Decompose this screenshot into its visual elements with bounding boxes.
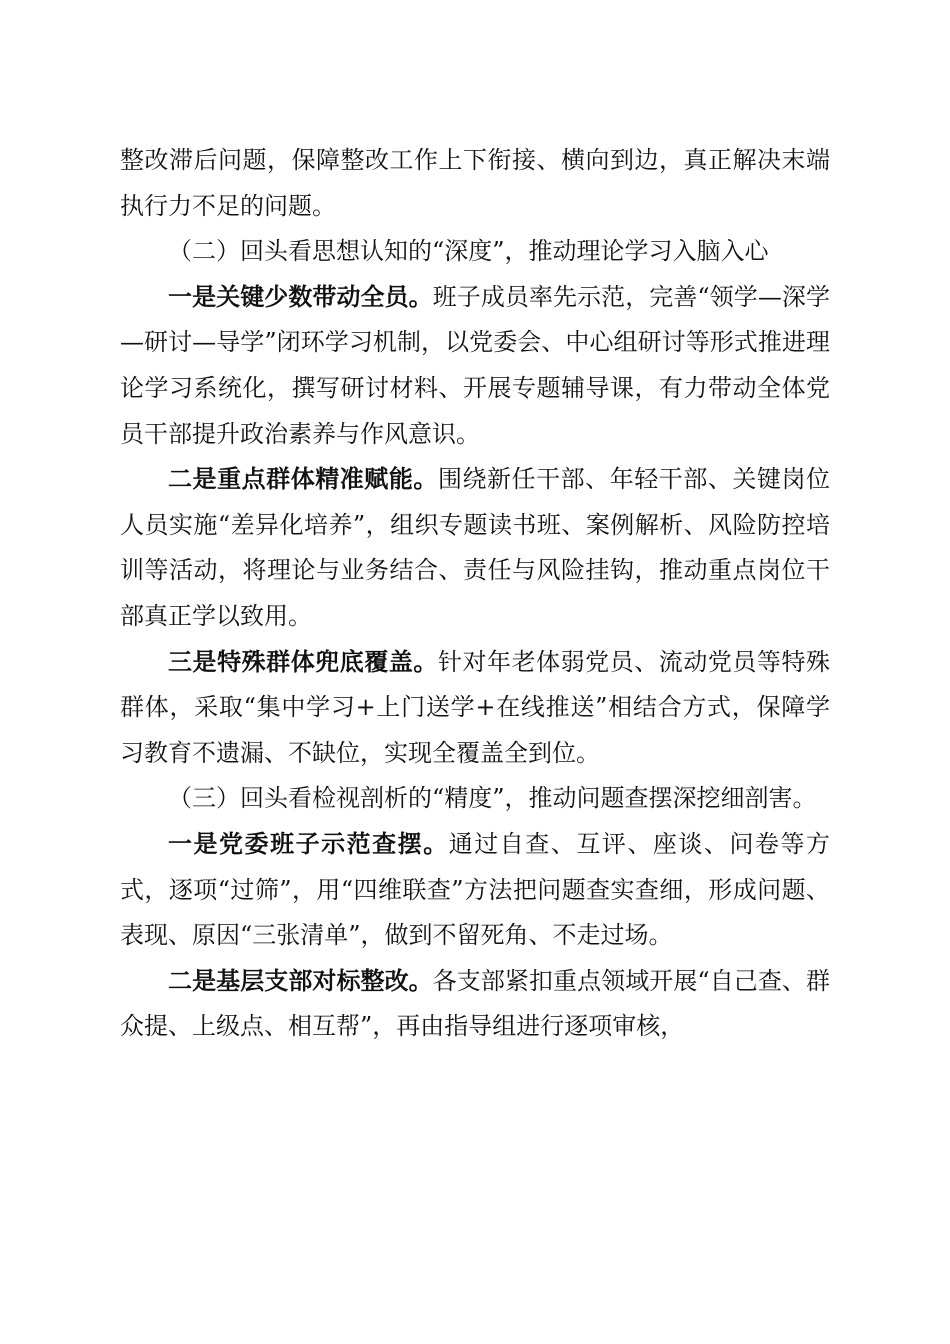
paragraph-text: 围绕新任干部、年轻干部、关键岗位人员实施“差异化培养”，组织专题读书班、案例解析、风险防控培训等活动，将理论与业务结合、责任与风险挂钩，推动重点岗位干部真正学以致用。: [120, 465, 831, 630]
paragraph-text: 针对年老体弱党员、流动党员等特殊群体，采取“集中学习+上门送学+在线推送”相结合方式，保障学习教育不遗漏、不缺位，实现全覆盖全到位。: [120, 647, 831, 767]
document-page: [120, 138, 830, 1050]
body-paragraph-key-minority: [120, 275, 830, 457]
paragraph-lead: 一是党委班子示范查摆。: [168, 829, 449, 858]
heading-text: （三）回头看检视剖析的“精度”，推动问题查摆深挖细剖害。: [168, 784, 817, 813]
paragraph-lead: 二是基层支部对标整改。: [168, 966, 433, 995]
section-heading-2: [120, 229, 830, 275]
paragraph-text: 整改滞后问题，保障整改工作上下衔接、横向到边，真正解决末端执行力不足的问题。: [120, 146, 830, 220]
paragraph-text: 班子成员率先示范，完善“领学—深学—研讨—导学”闭环学习机制，以党委会、中心组研讨等形式推进理论学习系统化，撰写研讨材料、开展专题辅导课，有力带动全体党员干部提升政治素养与作风意识。: [120, 282, 830, 448]
body-paragraph-key-groups: [120, 457, 830, 639]
body-paragraph-party-committee: [120, 822, 830, 959]
paragraph-text: 各支部紧扣重点领域开展“自己查、群众提、上级点、相互帮”，再由指导组进行逐项审核，: [120, 966, 830, 1041]
paragraph-lead: 三是特殊群体兜底覆盖。: [168, 647, 438, 676]
paragraph-text: 通过自查、互评、座谈、问卷等方式，逐项“过筛”，用“四维联查”方法把问题查实查细，形成问题、表现、原因“三张清单”，做到不留死角、不走过场。: [120, 829, 831, 950]
heading-text: （二）回头看思想认知的“深度”，推动理论学习入脑入心: [168, 237, 769, 266]
body-paragraph-special-groups: [120, 640, 830, 777]
paragraph-lead: 二是重点群体精准赋能。: [168, 465, 438, 494]
section-heading-3: [120, 776, 830, 822]
paragraph-lead: 一是关键少数带动全员。: [168, 282, 433, 311]
body-paragraph-grassroots-branch: [120, 959, 830, 1050]
continuation-paragraph: [120, 138, 830, 229]
